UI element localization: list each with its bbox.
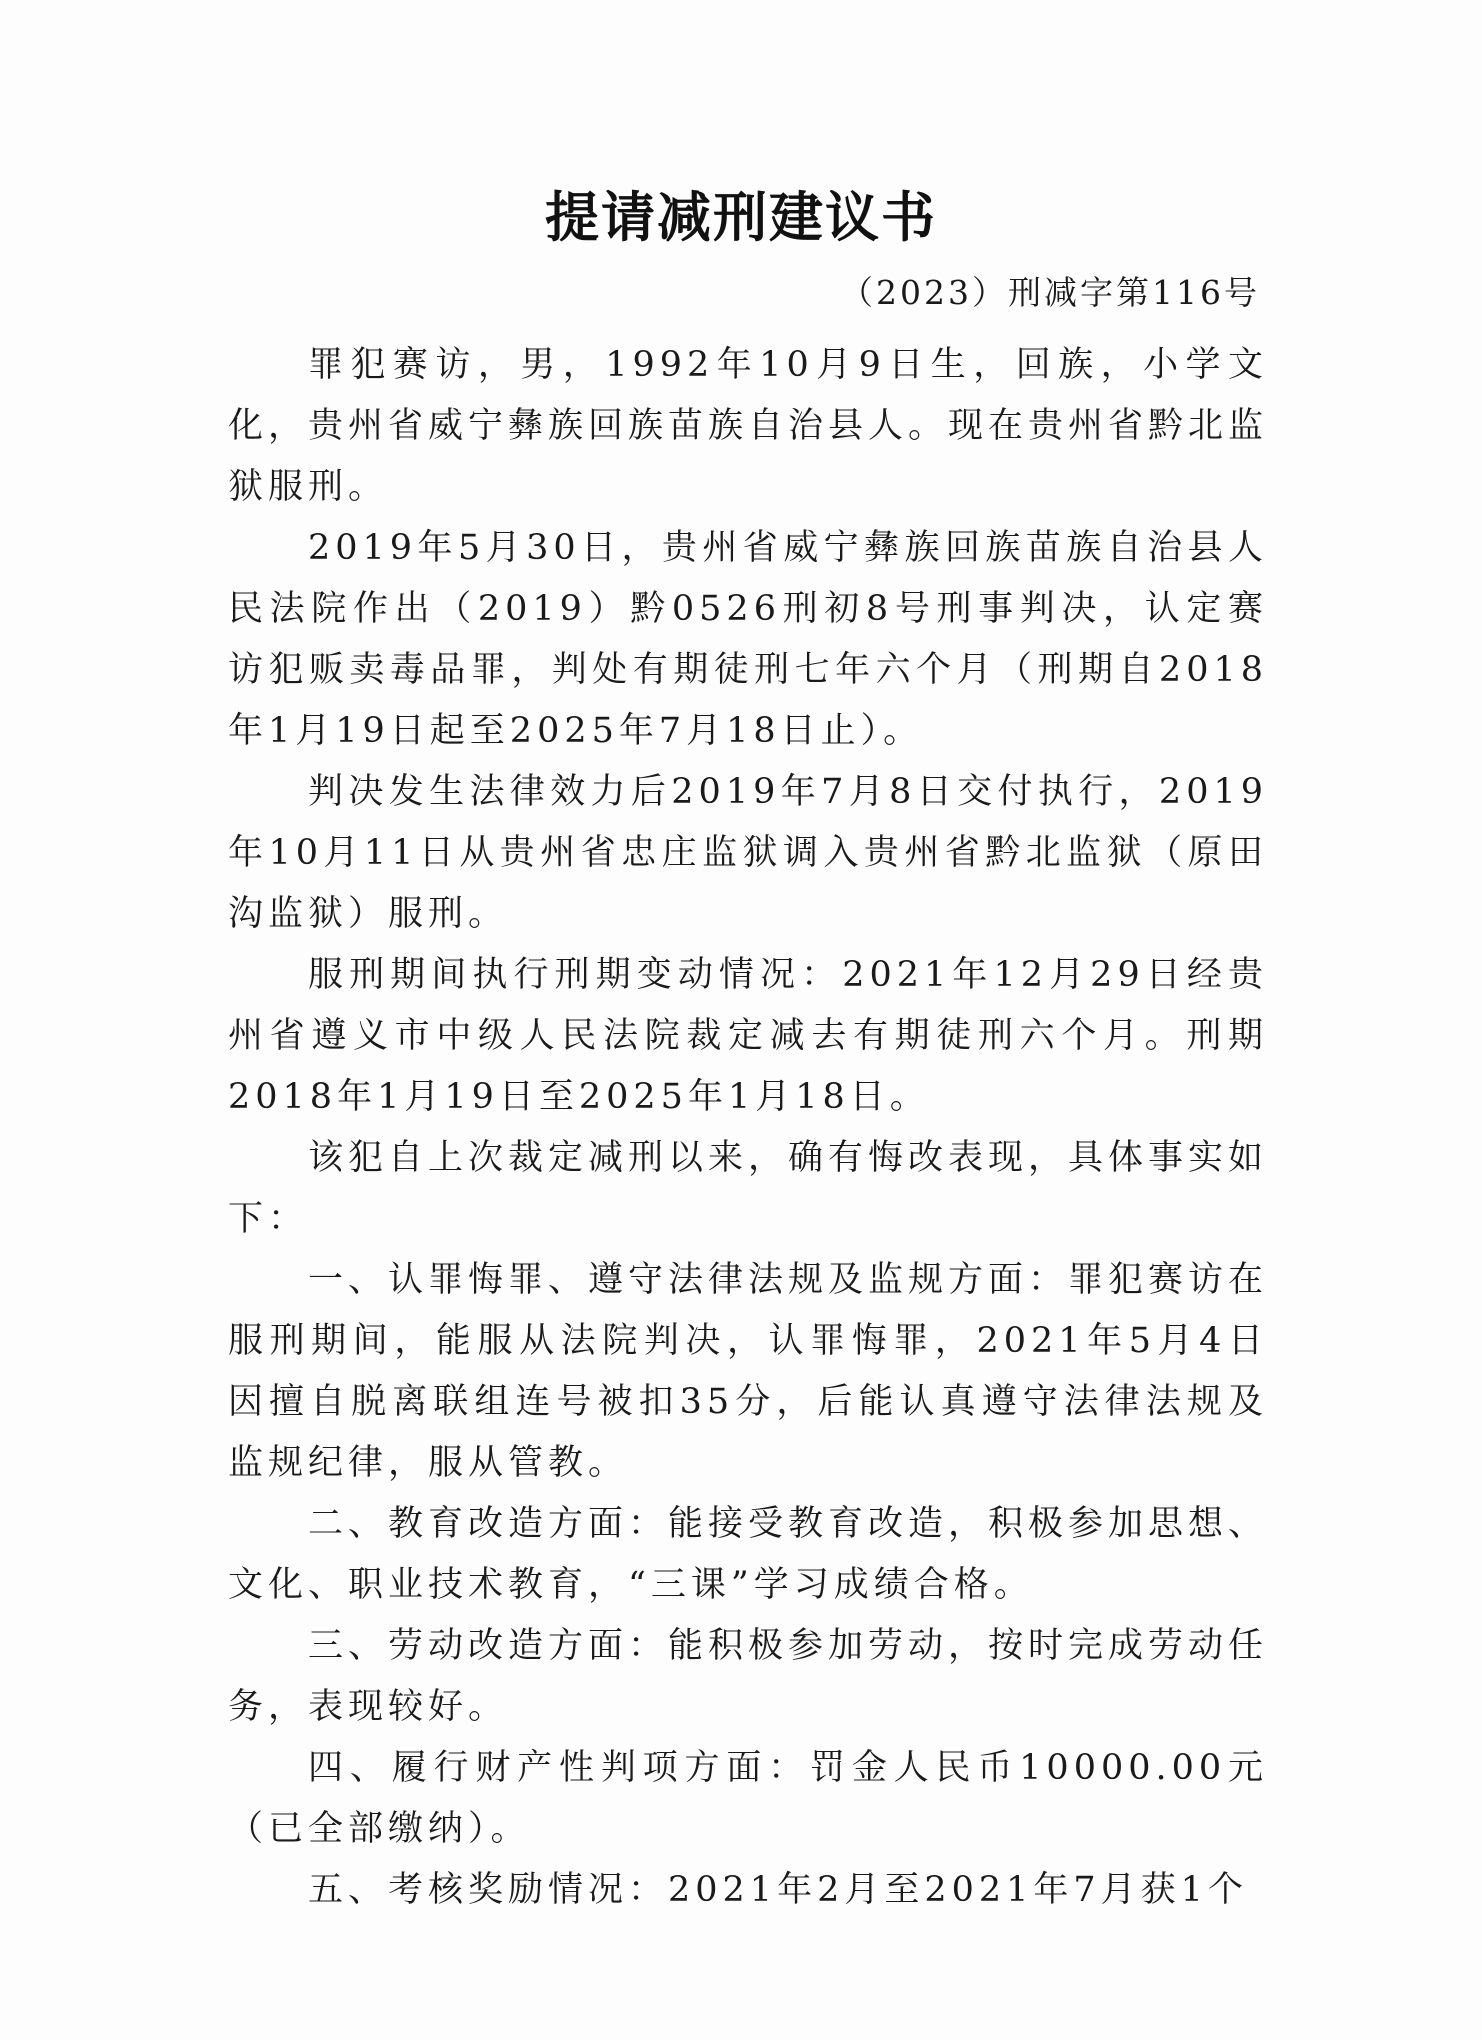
paragraph-item-2: 二、教育改造方面：能接受教育改造，积极参加思想、文化、职业技术教育，“三课”学习成绩合格。: [228, 1504, 1269, 1605]
document-body: [228, 335, 1268, 1921]
document-title: 提请减刑建议书: [545, 186, 937, 249]
paragraph-personal-info: 罪犯赛访，男，1992年10月9日生，回族，小学文化，贵州省威宁彝族回族苗族自治县人。现在贵州省黔北监狱服刑。: [228, 345, 1269, 507]
paragraph-execution: 判决发生法律效力后2019年7月8日交付执行，2019年10月11日从贵州省忠庄监狱调入贵州省黔北监狱（原田沟监狱）服刑。: [228, 772, 1268, 934]
document-number: （2023）刑减字第116号: [840, 273, 1260, 312]
paragraph-item-4: 四、履行财产性判项方面：罚金人民币10000.00元（已全部缴纳）。: [228, 1748, 1268, 1849]
paragraph-item-1: 一、认罪悔罪、遵守法律法规及监规方面：罪犯赛访在服刑期间，能服从法院判决，认罪悔罪，2021年5月4日因擅自脱离联组连号被扣35分，后能认真遵守法律法规及监规纪律，服从管教。: [228, 1260, 1269, 1483]
paragraph-item-3: 三、劳动改造方面：能积极参加劳动，按时完成劳动任务，表现较好。: [228, 1626, 1269, 1727]
paragraph-facts-intro: 该犯自上次裁定减刑以来，确有悔改表现，具体事实如下：: [228, 1138, 1269, 1239]
paragraph-sentence-changes: 服刑期间执行刑期变动情况：2021年12月29日经贵州省遵义市中级人民法院裁定减去有期徒刑六个月。刑期2018年1月19日至2025年1月18日。: [228, 955, 1268, 1117]
paragraph-item-5: 五、考核奖励情况：2021年2月至2021年7月获1个: [308, 1870, 1248, 1910]
paragraph-judgment: 2019年5月30日，贵州省威宁彝族回族苗族自治县人民法院作出（2019）黔0526刑初8号刑事判决，认定赛访犯贩卖毒品罪，判处有期徒刑七年六个月（刑期自2018年1月19日起至2025年7月18日止）。: [228, 528, 1268, 751]
